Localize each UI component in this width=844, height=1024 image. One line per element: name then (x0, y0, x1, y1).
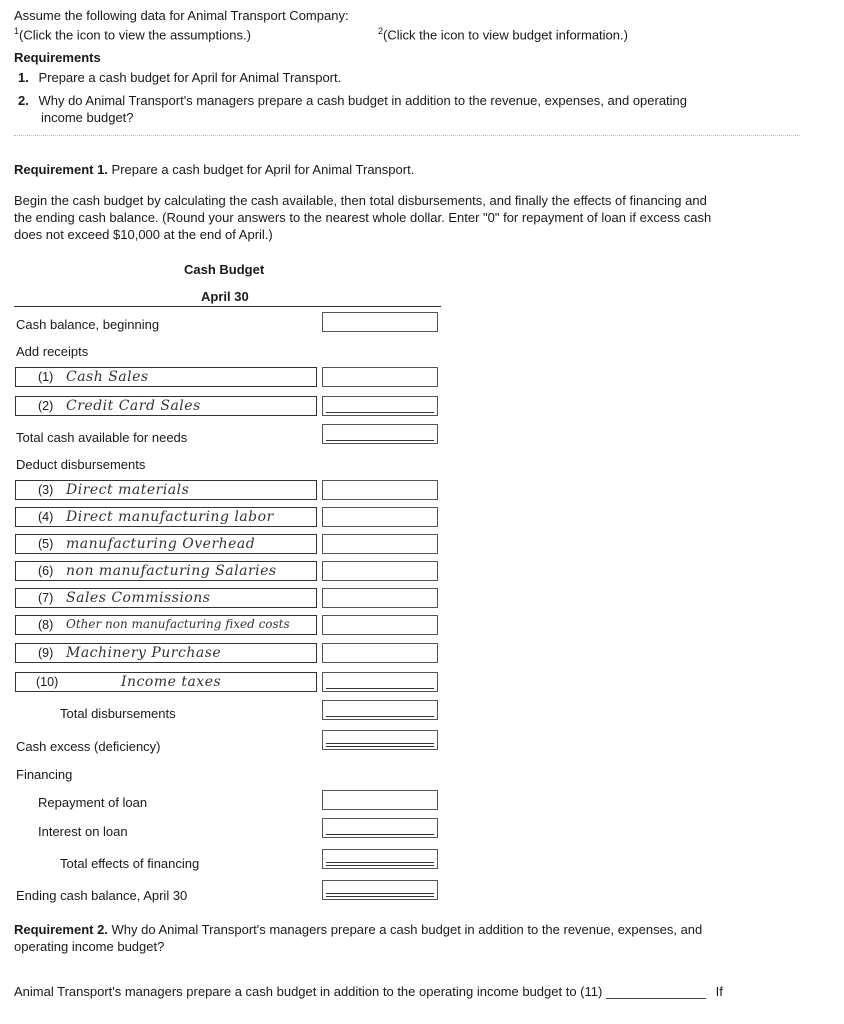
req2-heading-text: Why do Animal Transport's managers prepare a cash budget in addition to the revenue, expenses, and (107, 922, 703, 937)
handwritten-entry: Income taxes (121, 674, 222, 690)
repayment-input[interactable] (322, 790, 438, 810)
disbursement-amount-10[interactable] (322, 672, 438, 692)
header-rule (14, 306, 441, 307)
disbursement-select-6[interactable] (15, 561, 317, 581)
req2-heading-bold: Requirement 2. (14, 922, 108, 937)
divider (14, 135, 800, 136)
req1-instructions: Begin the cash budget by calculating the cash available, then total disbursements, and finally the effects of financing and (14, 193, 707, 208)
row-number: (6) (38, 564, 54, 578)
deduct-label: Deduct disbursements (16, 457, 146, 472)
disbursement-select-5[interactable] (15, 534, 317, 554)
total-disbursements-input[interactable] (322, 700, 438, 720)
handwritten-entry: manufacturing Overhead (66, 536, 256, 552)
req1-heading (14, 162, 414, 177)
disbursement-select-3[interactable] (15, 480, 317, 500)
total-available-input[interactable] (322, 424, 438, 444)
footnote-marker: 2 (378, 26, 384, 36)
budget-period: April 30 (201, 289, 249, 304)
req1-instructions: the ending cash balance. (Round your answers to the nearest whole dollar. Enter "0" for repayment of loan if excess cash (14, 210, 712, 225)
total-disbursements-label: Total disbursements (60, 706, 176, 721)
handwritten-entry: Sales Commissions (66, 590, 211, 606)
cash-excess-input[interactable] (322, 730, 438, 750)
handwritten-entry: Machinery Purchase (66, 645, 222, 661)
req2-heading-cont: operating income budget? (14, 939, 165, 954)
budget-title: Cash Budget (184, 262, 265, 277)
req1-heading-text: Prepare a cash budget for April for Animal Transport. (107, 162, 415, 177)
row-number: (8) (38, 618, 54, 632)
receipt-select-2[interactable] (15, 396, 317, 416)
handwritten-entry: Credit Card Sales (66, 398, 201, 414)
row-number: (7) (38, 591, 54, 605)
cash-excess-label: Cash excess (deficiency) (16, 739, 161, 754)
repayment-label: Repayment of loan (38, 795, 148, 810)
disbursement-amount-9[interactable] (322, 643, 438, 663)
req2-heading (14, 922, 702, 937)
financing-label: Financing (16, 767, 73, 782)
requirement-item (18, 93, 687, 108)
assumptions-link-text: (Click the icon to view the assumptions.) (19, 27, 251, 43)
disbursement-amount-7[interactable] (322, 588, 438, 608)
requirement-number: 1. (18, 70, 29, 85)
interest-input[interactable] (322, 818, 438, 838)
disbursement-amount-6[interactable] (322, 561, 438, 581)
handwritten-entry: Direct manufacturing labor (66, 509, 274, 525)
row-number: (2) (38, 399, 54, 413)
row-number: (4) (38, 510, 54, 524)
handwritten-entry: non manufacturing Salaries (66, 563, 277, 579)
requirement-item (18, 70, 341, 85)
ending-balance-label: Ending cash balance, April 30 (16, 888, 188, 903)
answer-dropdown-11[interactable] (606, 986, 706, 999)
requirement-text: Why do Animal Transport's managers prepare a cash budget in addition to the revenue, expenses, and operating (38, 93, 688, 108)
row-number: (5) (38, 537, 54, 551)
row-number: (10) (36, 675, 59, 689)
row-number: (3) (38, 483, 54, 497)
req2-answer-sentence (14, 984, 723, 999)
intro-line: Assume the following data for Animal Transport Company: (14, 8, 349, 23)
req1-heading-bold: Requirement 1. (14, 162, 108, 177)
cash-beginning-label: Cash balance, beginning (16, 317, 160, 332)
handwritten-entry: Cash Sales (66, 369, 149, 385)
handwritten-entry: Other non manufacturing fixed costs (66, 617, 290, 631)
cash-beginning-input[interactable] (322, 312, 438, 332)
requirement-text: Prepare a cash budget for April for Animal Transport. (38, 70, 342, 85)
requirement-number: 2. (18, 93, 29, 108)
budget-info-link-text: (Click the icon to view budget information.) (383, 27, 628, 43)
interest-label: Interest on loan (38, 824, 128, 839)
disbursement-amount-4[interactable] (322, 507, 438, 527)
footnote-marker: 1 (14, 26, 20, 36)
ending-balance-input[interactable] (322, 880, 438, 900)
budget-info-link[interactable] (378, 26, 628, 42)
requirement-text-cont: income budget? (41, 110, 134, 125)
total-financing-label: Total effects of financing (60, 856, 200, 871)
add-receipts-label: Add receipts (16, 344, 89, 359)
row-number: (1) (38, 370, 54, 384)
req2-answer-suffix: If (715, 984, 723, 999)
disbursement-select-4[interactable] (15, 507, 317, 527)
receipt-amount-1[interactable] (322, 367, 438, 387)
handwritten-entry: Direct materials (66, 482, 190, 498)
requirements-title: Requirements (14, 50, 101, 65)
disbursement-amount-5[interactable] (322, 534, 438, 554)
disbursement-amount-8[interactable] (322, 615, 438, 635)
row-number: (9) (38, 646, 54, 660)
req1-instructions: does not exceed $10,000 at the end of April.) (14, 227, 273, 242)
total-financing-input[interactable] (322, 849, 438, 869)
disbursement-select-8[interactable] (15, 615, 317, 635)
assumptions-link[interactable] (14, 26, 251, 42)
total-available-label: Total cash available for needs (16, 430, 188, 445)
disbursement-select-10[interactable] (15, 672, 317, 692)
receipt-amount-2[interactable] (322, 396, 438, 416)
disbursement-select-7[interactable] (15, 588, 317, 608)
receipt-select-1[interactable] (15, 367, 317, 387)
disbursement-amount-3[interactable] (322, 480, 438, 500)
disbursement-select-9[interactable] (15, 643, 317, 663)
req2-answer-prefix: Animal Transport's managers prepare a cash budget in addition to the operating income budget to (11) (14, 984, 603, 999)
